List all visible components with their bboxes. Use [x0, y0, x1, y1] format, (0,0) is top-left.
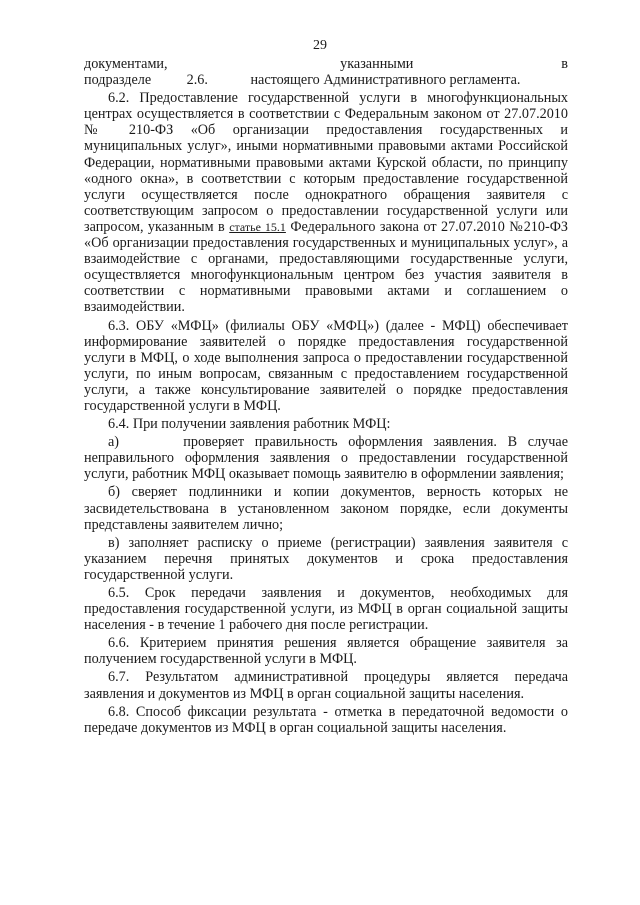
paragraph-6-6: 6.6. Критерием принятия решения является обращение заявителя за получением государственной услуги в МФЦ.	[84, 635, 568, 668]
article-link[interactable]: статье 15.1	[229, 219, 286, 234]
paragraph-6-8: 6.8. Способ фиксации результата - отметка в передаточной ведомости о передаче документов из МФЦ в орган социальной защиты населения.	[84, 703, 568, 736]
paragraph-6-2-text: 6.2. Предоставление государственной услуги в многофункциональных центрах осуществляется в соответствии с Федеральным законом от 27.07.2010 № 210-ФЗ «Об организации предоставления государственных и муниципальных услуг», иными нормативными правовыми актами Российской Федерации, нормативными правовыми актами Курской области, по принципу «одного окна», в соответствии с которым предоставление государственной услуги осуществляется после однократного обращения заявителя с соответствующим запросом о предоставлении государственной услуги или запросом, указанным в	[84, 90, 568, 235]
page-number: 29	[313, 38, 327, 53]
paragraph-6-4-b: б) сверяет подлинники и копии документов, верность которых не засвидетельствована в установленном законом порядке, если документы представлены заявителем лично;	[84, 484, 568, 533]
paragraph-6-4-a: а) проверяет правильность оформления заявления. В случае неправильного оформления заявления о предоставлении государственной услуги, работник МФЦ оказывает помощь заявителю в оформлении заявления;	[84, 434, 568, 483]
paragraph-6-5: 6.5. Срок передачи заявления и документов, необходимых для предоставления государственной услуги, из МФЦ в орган социальной защиты населения - в течение 1 рабочего дня после регистрации.	[84, 585, 568, 634]
document-body	[84, 56, 568, 736]
paragraph-continuation: документами, указанными в подразделе 2.6. настоящего Административного регламента.	[84, 56, 568, 89]
paragraph-6-4-c: в) заполняет расписку о приеме (регистрации) заявления заявителя с указанием перечня принятых документов и срока предоставления государственной услуги.	[84, 534, 568, 583]
paragraph-6-4: 6.4. При получении заявления работник МФЦ:	[108, 416, 391, 433]
paragraph-6-7: 6.7. Результатом административной процедуры является передача заявления и документов из МФЦ в орган социальной защиты населения.	[84, 669, 568, 702]
paragraph-6-2-text-end: Федерального закона от 27.07.2010 №210-ФЗ «Об организации предоставления государственных и муниципальных услуг», а взаимодействие с органами, предоставляющими государственные услуги, осуществляется многофункциональным центром без участия заявителя в соответствии с нормативными правовыми актами и соглашением о взаимодействии.	[84, 218, 569, 316]
paragraph-6-3: 6.3. ОБУ «МФЦ» (филиалы ОБУ «МФЦ») (далее - МФЦ) обеспечивает информирование заявителей о порядке предоставления государственной услуги в МФЦ, о ходе выполнения запроса о предоставлении государственной услуги, по иным вопросам, связанным с предоставлением государственной услуги, а также консультирование заявителей о порядке предоставления государственной услуги в МФЦ.	[84, 317, 568, 414]
paragraph-6-2	[84, 90, 568, 315]
